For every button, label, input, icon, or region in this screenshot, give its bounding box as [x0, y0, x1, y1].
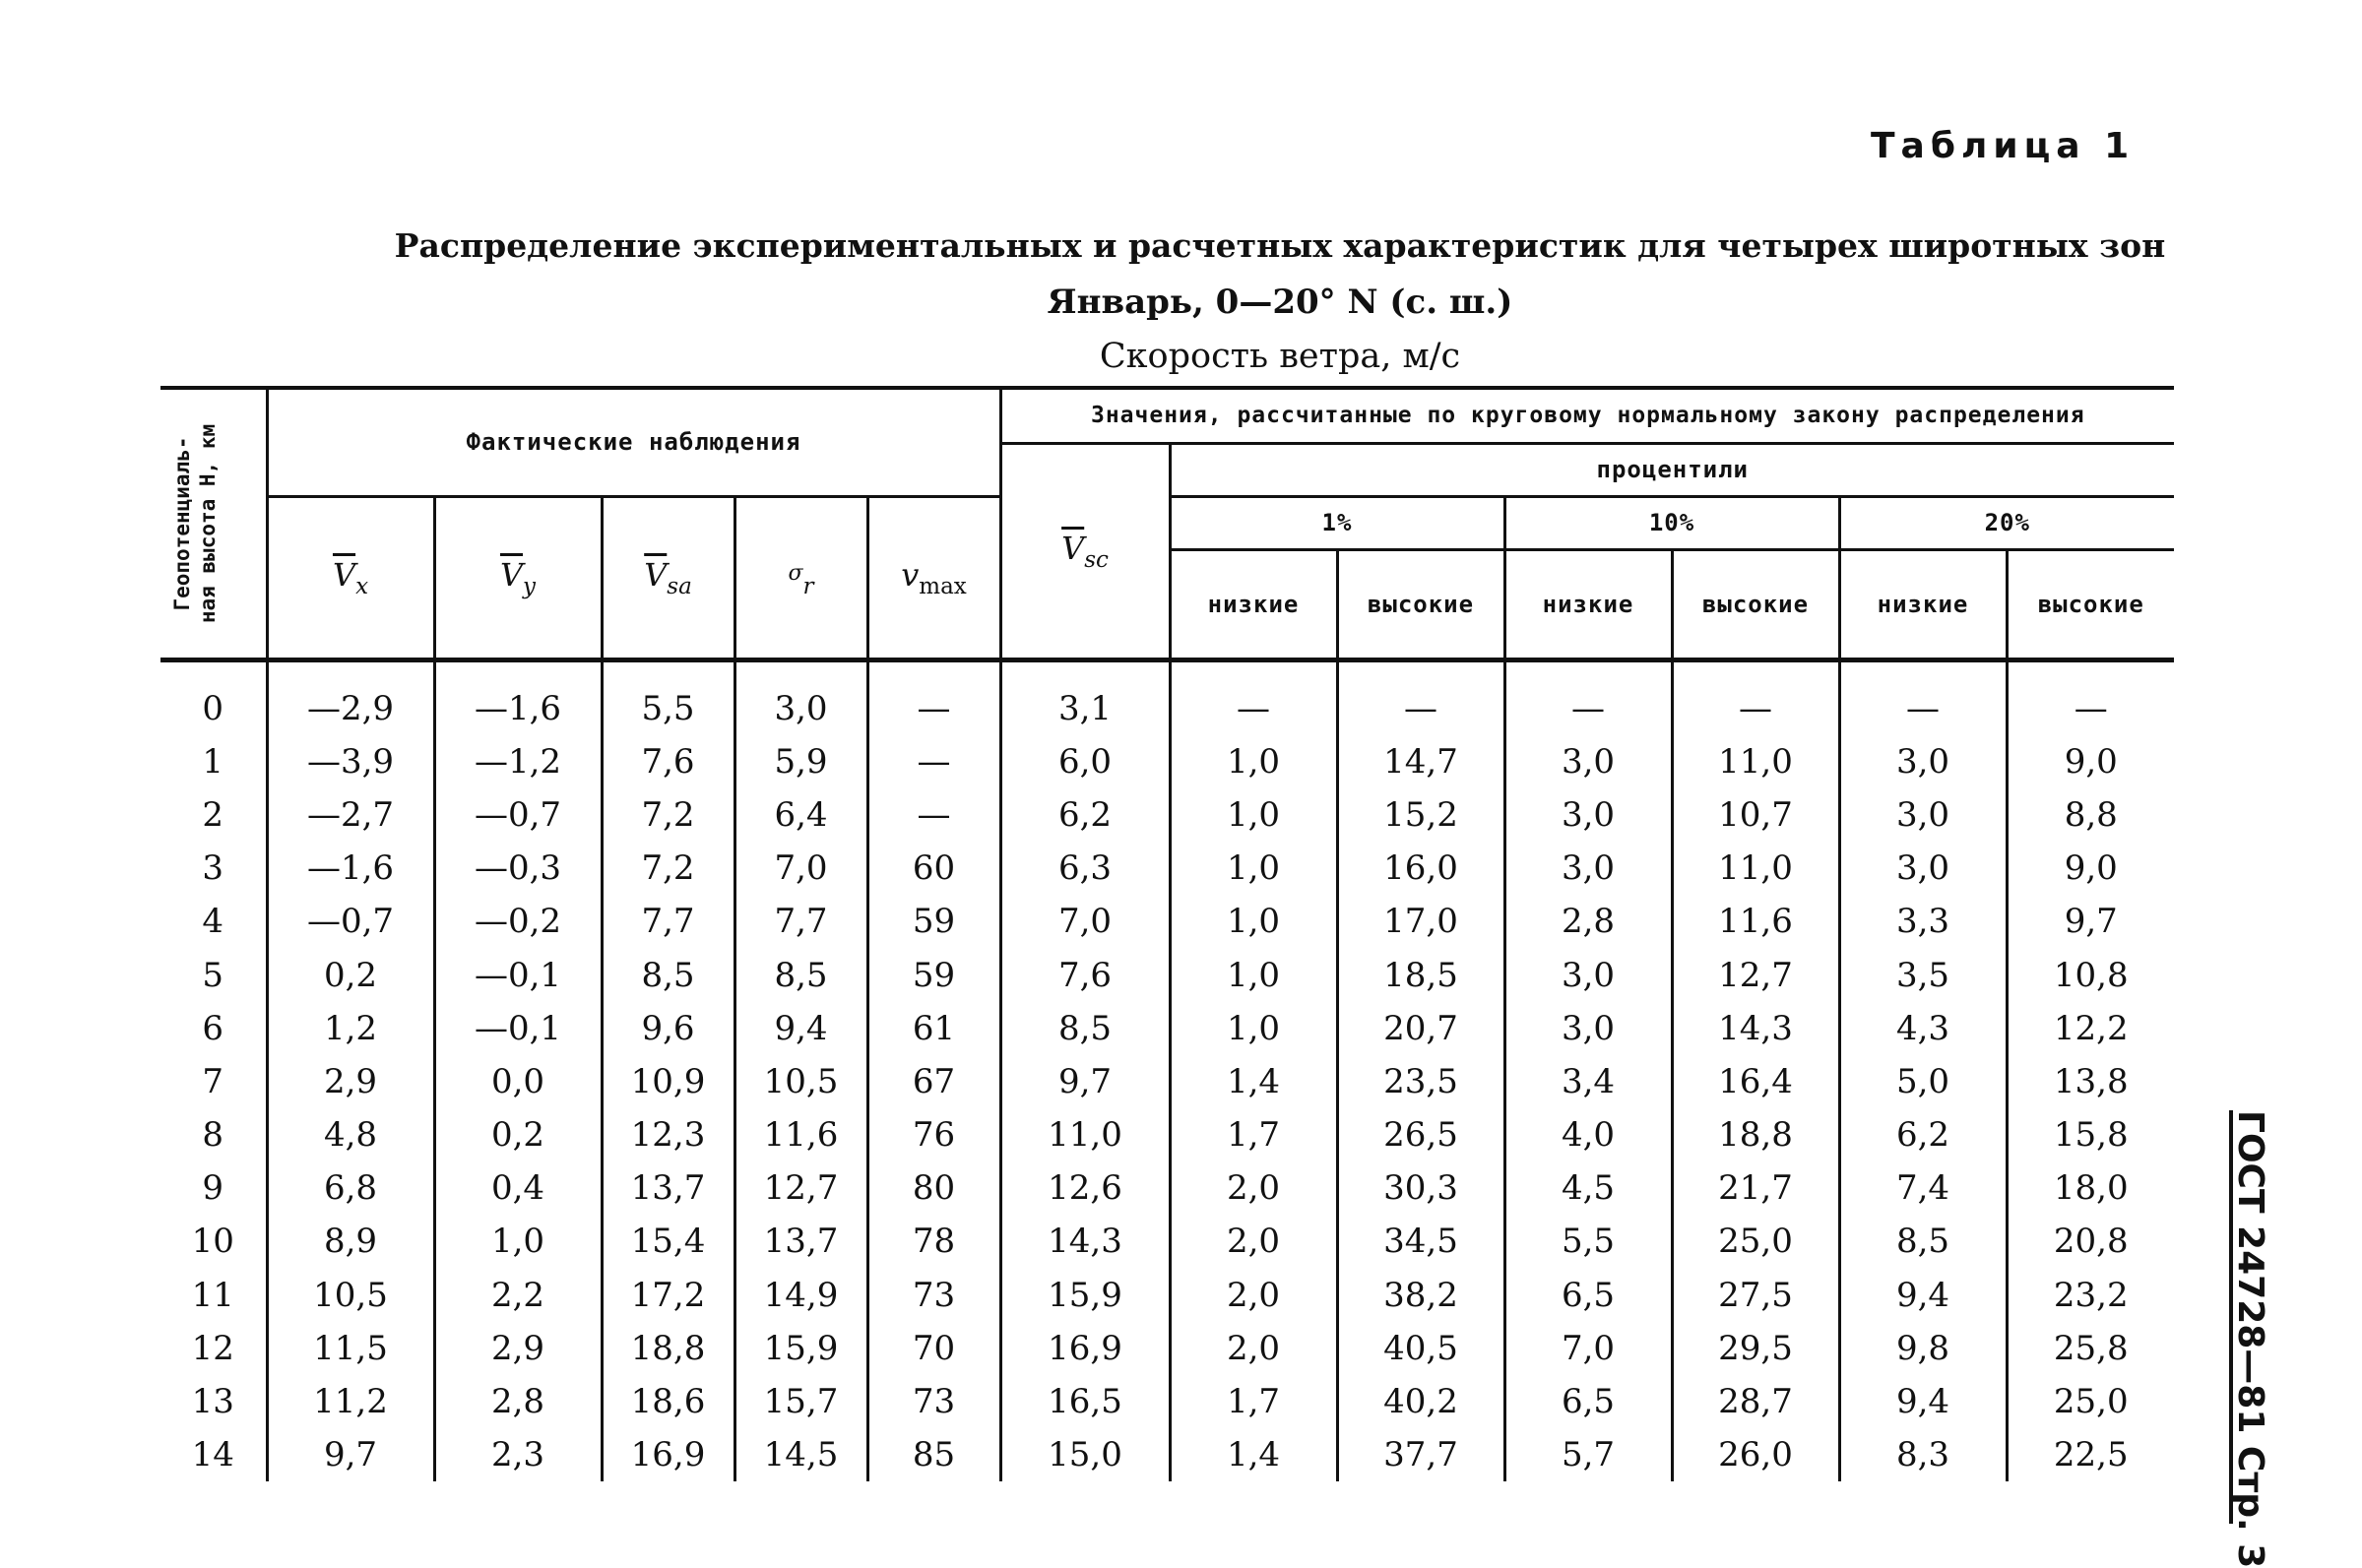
value-cell: 67	[867, 1055, 1000, 1108]
value-cell: 0,2	[434, 1108, 602, 1161]
height-cell: 9	[202, 1168, 224, 1209]
value-cell: 16,5	[1000, 1375, 1170, 1428]
value-cell: 13,8	[2007, 1055, 2174, 1108]
value-cell: 20,7	[1337, 1002, 1504, 1055]
value-cell: 7,0	[734, 842, 867, 895]
table-row	[160, 1375, 2174, 1428]
table-row	[160, 1055, 2174, 1108]
value-cell: 3,0	[1504, 948, 1672, 1001]
value-cell: 5,0	[1839, 1055, 2007, 1108]
value-cell: —	[1672, 659, 1839, 735]
p1-high-header: высокие	[1337, 549, 1504, 659]
value-cell: 10,9	[602, 1055, 734, 1108]
table-row	[160, 735, 2174, 788]
value-cell: 5,9	[734, 735, 867, 788]
value-cell: 1,0	[1170, 895, 1337, 948]
side-stamp	[2227, 1110, 2286, 1568]
table-row	[160, 895, 2174, 948]
table-row	[160, 1002, 2174, 1055]
value-cell: 7,6	[602, 735, 734, 788]
value-cell: 6,8	[267, 1161, 434, 1215]
value-cell: 2,3	[434, 1428, 602, 1481]
p20-low-header: низкие	[1839, 549, 2007, 659]
value-cell: 21,7	[1672, 1161, 1839, 1215]
value-cell: —1,2	[434, 735, 602, 788]
value-cell: 6,2	[1839, 1108, 2007, 1161]
value-cell: 80	[867, 1161, 1000, 1215]
height-cell: 7	[202, 1061, 224, 1101]
value-cell: 9,4	[1839, 1269, 2007, 1322]
value-cell: 17,0	[1337, 895, 1504, 948]
value-cell: 11,0	[1672, 735, 1839, 788]
value-cell: 1,0	[434, 1215, 602, 1268]
value-cell: 7,7	[602, 895, 734, 948]
percentiles-header: процентили	[1170, 443, 2174, 496]
table-label: Таблица 1	[1871, 126, 2136, 166]
value-cell: 16,9	[602, 1428, 734, 1481]
value-cell: 10,7	[1672, 788, 1839, 842]
data-table	[160, 386, 2174, 1481]
table-row	[160, 788, 2174, 842]
value-cell: —0,1	[434, 1002, 602, 1055]
value-cell: 6,0	[1000, 735, 1170, 788]
value-cell: 6,3	[1000, 842, 1170, 895]
observed-group-header: Фактические наблюдения	[267, 388, 1000, 496]
value-cell: 60	[867, 842, 1000, 895]
table-row	[160, 1322, 2174, 1375]
value-cell: 10,5	[267, 1269, 434, 1322]
value-cell: —	[867, 788, 1000, 842]
value-cell: 2,8	[434, 1375, 602, 1428]
value-cell: 1,0	[1170, 842, 1337, 895]
height-cell: 8	[202, 1115, 224, 1156]
value-cell: 9,7	[267, 1428, 434, 1481]
value-cell: 0,4	[434, 1161, 602, 1215]
value-cell: 7,6	[1000, 948, 1170, 1001]
height-cell: 6	[202, 1008, 224, 1048]
value-cell: 15,8	[2007, 1108, 2174, 1161]
value-cell: 37,7	[1337, 1428, 1504, 1481]
value-cell: 1,0	[1170, 788, 1337, 842]
value-cell: —	[867, 735, 1000, 788]
value-cell: 5,5	[602, 659, 734, 735]
value-cell: 8,5	[734, 948, 867, 1001]
vy-header: $\overline{V}_y$	[434, 496, 602, 659]
value-cell: 7,2	[602, 842, 734, 895]
value-cell: 0,2	[267, 948, 434, 1001]
height-cell: 4	[202, 902, 224, 942]
sigma-header: $\sigma_r$	[734, 496, 867, 659]
value-cell: 1,2	[267, 1002, 434, 1055]
value-cell: 16,0	[1337, 842, 1504, 895]
p10-high-header: высокие	[1672, 549, 1839, 659]
value-cell: 18,6	[602, 1375, 734, 1428]
height-cell: 3	[202, 848, 224, 889]
p1-header: 1%	[1170, 496, 1504, 549]
table-body	[160, 659, 2174, 1481]
value-cell: 73	[867, 1375, 1000, 1428]
value-cell: 4,0	[1504, 1108, 1672, 1161]
value-cell: 18,0	[2007, 1161, 2174, 1215]
vx-header: $\overline{V}_x$	[267, 496, 434, 659]
value-cell: 18,5	[1337, 948, 1504, 1001]
value-cell: 7,7	[734, 895, 867, 948]
caption-subtitle: Январь, 0—20° N (с. ш.)	[1047, 282, 1513, 322]
p20-high-header: высокие	[2007, 549, 2174, 659]
value-cell: 6,2	[1000, 788, 1170, 842]
value-cell: 1,0	[1170, 735, 1337, 788]
value-cell: 13,7	[734, 1215, 867, 1268]
table-row	[160, 1108, 2174, 1161]
vsa-header: $\overline{V}_{sa}$	[602, 496, 734, 659]
side-label: ГОСТ 24728—81 Стр. 3	[2230, 1110, 2270, 1568]
value-cell: 16,9	[1000, 1322, 1170, 1375]
height-cell: 0	[202, 688, 224, 728]
value-cell: 7,0	[1504, 1322, 1672, 1375]
table-row	[160, 1215, 2174, 1268]
value-cell: 76	[867, 1108, 1000, 1161]
value-cell: 12,7	[734, 1161, 867, 1215]
p1-low-header: низкие	[1170, 549, 1337, 659]
table-row	[160, 1428, 2174, 1481]
value-cell: —	[1170, 659, 1337, 735]
value-cell: 23,2	[2007, 1269, 2174, 1322]
value-cell: 40,2	[1337, 1375, 1504, 1428]
value-cell: 29,5	[1672, 1322, 1839, 1375]
value-cell: —0,7	[434, 788, 602, 842]
value-cell: 12,6	[1000, 1161, 1170, 1215]
value-cell: 8,8	[2007, 788, 2174, 842]
value-cell: 15,7	[734, 1375, 867, 1428]
value-cell: 7,4	[1839, 1161, 2007, 1215]
height-cell: 2	[202, 794, 224, 835]
caption-title: Распределение экспериментальных и расчетных характеристик для четырех широтных зон	[394, 226, 2166, 265]
value-cell: 3,1	[1000, 659, 1170, 735]
value-cell: 6,5	[1504, 1269, 1672, 1322]
value-cell: 9,7	[2007, 895, 2174, 948]
value-cell: 11,6	[734, 1108, 867, 1161]
value-cell: 12,2	[2007, 1002, 2174, 1055]
value-cell: 11,5	[267, 1322, 434, 1375]
value-cell: 2,8	[1504, 895, 1672, 948]
value-cell: 4,3	[1839, 1002, 2007, 1055]
height-cell: 13	[191, 1382, 234, 1422]
value-cell: 14,7	[1337, 735, 1504, 788]
table-row	[160, 842, 2174, 895]
height-cell: 1	[202, 741, 224, 782]
value-cell: 17,2	[602, 1269, 734, 1322]
value-cell: 5,5	[1504, 1215, 1672, 1268]
value-cell: 14,3	[1672, 1002, 1839, 1055]
value-cell: 73	[867, 1269, 1000, 1322]
height-cell: 11	[191, 1275, 234, 1315]
value-cell: 7,0	[1000, 895, 1170, 948]
value-cell: 11,0	[1000, 1108, 1170, 1161]
value-cell: 16,4	[1672, 1055, 1839, 1108]
value-cell: 26,0	[1672, 1428, 1839, 1481]
value-cell: 40,5	[1337, 1322, 1504, 1375]
value-cell: 0,0	[434, 1055, 602, 1108]
value-cell: 6,5	[1504, 1375, 1672, 1428]
value-cell: 78	[867, 1215, 1000, 1268]
vmax-header: $v_{max}$	[867, 496, 1000, 659]
value-cell: 3,0	[1504, 735, 1672, 788]
value-cell: 11,0	[1672, 842, 1839, 895]
value-cell: 85	[867, 1428, 1000, 1481]
value-cell: 18,8	[602, 1322, 734, 1375]
value-cell: 61	[867, 1002, 1000, 1055]
value-cell: 1,7	[1170, 1108, 1337, 1161]
value-cell: 10,5	[734, 1055, 867, 1108]
vsc-symbol: $\overline{V}_{sc}$	[1061, 529, 1109, 573]
value-cell: 6,4	[734, 788, 867, 842]
value-cell: 4,5	[1504, 1161, 1672, 1215]
value-cell: —0,1	[434, 948, 602, 1001]
value-cell: 25,8	[2007, 1322, 2174, 1375]
value-cell: 38,2	[1337, 1269, 1504, 1322]
value-cell: 25,0	[1672, 1215, 1839, 1268]
vsc-header	[1000, 443, 1170, 659]
value-cell: 8,5	[1000, 1002, 1170, 1055]
value-cell: 15,4	[602, 1215, 734, 1268]
value-cell: 27,5	[1672, 1269, 1839, 1322]
value-cell: 3,4	[1504, 1055, 1672, 1108]
value-cell: 9,0	[2007, 735, 2174, 788]
value-cell: —3,9	[267, 735, 434, 788]
value-cell: 4,8	[267, 1108, 434, 1161]
table-row	[160, 1269, 2174, 1322]
height-cell: 5	[202, 955, 224, 995]
value-cell: 1,0	[1170, 948, 1337, 1001]
value-cell: 14,3	[1000, 1215, 1170, 1268]
height-header-label: Геопотенциаль- ная высота H, км	[170, 423, 220, 623]
height-header	[160, 388, 267, 659]
value-cell: 3,5	[1839, 948, 2007, 1001]
value-cell: 3,3	[1839, 895, 2007, 948]
value-cell: 14,9	[734, 1269, 867, 1322]
value-cell: 3,0	[1504, 788, 1672, 842]
height-cell: 14	[191, 1435, 234, 1475]
value-cell: 1,4	[1170, 1055, 1337, 1108]
value-cell: —2,9	[267, 659, 434, 735]
value-cell: 3,0	[1504, 1002, 1672, 1055]
value-cell: 25,0	[2007, 1375, 2174, 1428]
value-cell: 1,7	[1170, 1375, 1337, 1428]
value-cell: 15,0	[1000, 1428, 1170, 1481]
value-cell: —2,7	[267, 788, 434, 842]
value-cell: 59	[867, 948, 1000, 1001]
value-cell: 7,2	[602, 788, 734, 842]
value-cell: 11,6	[1672, 895, 1839, 948]
value-cell: 8,5	[602, 948, 734, 1001]
value-cell: 59	[867, 895, 1000, 948]
value-cell: 20,8	[2007, 1215, 2174, 1268]
value-cell: 15,2	[1337, 788, 1504, 842]
value-cell: 9,7	[1000, 1055, 1170, 1108]
value-cell: 9,8	[1839, 1322, 2007, 1375]
value-cell: 2,0	[1170, 1322, 1337, 1375]
value-cell: 23,5	[1337, 1055, 1504, 1108]
table-row	[160, 1161, 2174, 1215]
value-cell: —	[1504, 659, 1672, 735]
height-cell: 12	[191, 1328, 234, 1368]
value-cell: 1,0	[1170, 1002, 1337, 1055]
value-cell: 9,0	[2007, 842, 2174, 895]
value-cell: 3,0	[1839, 788, 2007, 842]
value-cell: 9,4	[734, 1002, 867, 1055]
value-cell: 14,5	[734, 1428, 867, 1481]
value-cell: 2,9	[434, 1322, 602, 1375]
value-cell: 2,0	[1170, 1215, 1337, 1268]
value-cell: 2,0	[1170, 1161, 1337, 1215]
value-cell: —0,2	[434, 895, 602, 948]
value-cell: 12,7	[1672, 948, 1839, 1001]
value-cell: 28,7	[1672, 1375, 1839, 1428]
value-cell: 34,5	[1337, 1215, 1504, 1268]
p20-header: 20%	[1839, 496, 2174, 549]
value-cell: 8,3	[1839, 1428, 2007, 1481]
value-cell: 2,9	[267, 1055, 434, 1108]
value-cell: —	[1337, 659, 1504, 735]
value-cell: 11,2	[267, 1375, 434, 1428]
value-cell: 30,3	[1337, 1161, 1504, 1215]
value-cell: —1,6	[267, 842, 434, 895]
value-cell: 12,3	[602, 1108, 734, 1161]
value-cell: 3,0	[1839, 735, 2007, 788]
value-cell: 13,7	[602, 1161, 734, 1215]
height-cell: 10	[191, 1222, 234, 1262]
value-cell: 3,0	[1504, 842, 1672, 895]
table-row	[160, 659, 2174, 735]
value-cell: 3,0	[734, 659, 867, 735]
value-cell: 15,9	[1000, 1269, 1170, 1322]
value-cell: —0,3	[434, 842, 602, 895]
value-cell: 70	[867, 1322, 1000, 1375]
value-cell: —	[867, 659, 1000, 735]
value-cell: 2,0	[1170, 1269, 1337, 1322]
value-cell: 2,2	[434, 1269, 602, 1322]
value-cell: 26,5	[1337, 1108, 1504, 1161]
value-cell: 9,4	[1839, 1375, 2007, 1428]
table-row	[160, 948, 2174, 1001]
value-cell: —	[2007, 659, 2174, 735]
value-cell: 18,8	[1672, 1108, 1839, 1161]
value-cell: —1,6	[434, 659, 602, 735]
computed-group-header: Значения, рассчитанные по круговому нормальному закону распределения	[1000, 388, 2174, 443]
value-cell: —	[1839, 659, 2007, 735]
p10-header: 10%	[1504, 496, 1839, 549]
value-cell: 5,7	[1504, 1428, 1672, 1481]
value-cell: 10,8	[2007, 948, 2174, 1001]
value-cell: —0,7	[267, 895, 434, 948]
p10-low-header: низкие	[1504, 549, 1672, 659]
value-cell: 3,0	[1839, 842, 2007, 895]
caption-units: Скорость ветра, м/с	[1099, 337, 1461, 376]
value-cell: 8,5	[1839, 1215, 2007, 1268]
value-cell: 22,5	[2007, 1428, 2174, 1481]
value-cell: 15,9	[734, 1322, 867, 1375]
value-cell: 9,6	[602, 1002, 734, 1055]
value-cell: 1,4	[1170, 1428, 1337, 1481]
value-cell: 8,9	[267, 1215, 434, 1268]
